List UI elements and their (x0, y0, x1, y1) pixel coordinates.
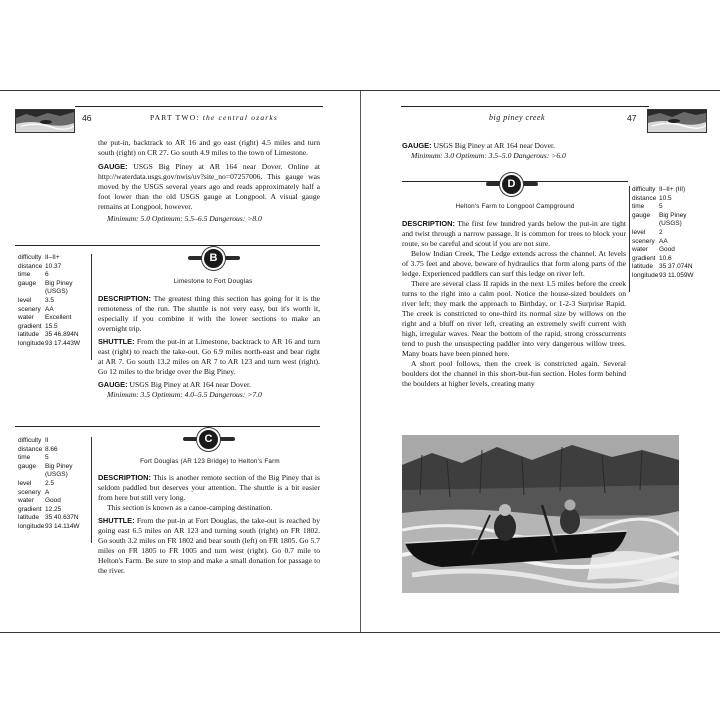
section-c-rule (15, 426, 320, 427)
stat-row: gauge Big Piney (USGS) (632, 211, 687, 228)
section-b-shuttle: SHUTTLE: From the put-in at Limestone, backtrack to AR 16 and turn east (right) to reach the take-out. Go 6.9 miles north-east and bear right at AR 7. Go south 13.2 miles on AR 7 to AR 123 and turn west (right). Go 12 miles to the bridge over the Big Piney. (98, 337, 320, 376)
canoe-rapids-photo (402, 435, 679, 593)
section-c-text (98, 473, 320, 578)
stat-row: latitude 35 37.074N (632, 263, 693, 271)
section-d-title: Helton's Farm to Longpool Campground (455, 203, 575, 210)
section-d-description: DESCRIPTION: The first few hundred yards below the put-in are tight and twist through a narrow passage. It is common for trees to block your route, so be careful and scout if you are not sure. (402, 219, 626, 248)
gauge-top-levels: Minimum: 3.0 Optimum: 3.5–5.0 Dangerous: >6.0 (411, 151, 566, 160)
gauge-label: GAUGE: (98, 162, 128, 171)
gauge-text: USGS Big Piney at AR 164 near Dover. Online at http://waterdata.usgs.gov/nwis/uv?site_no=07257006. This gauge was moved by the USGS several years ago and reads approximately half a foot lower than the old USGS gauge at Longpool. A visual gauge remains at Longpool, however. (98, 162, 320, 211)
header-thumbnail-photo (647, 109, 707, 133)
stat-row: gradient 12.25 (18, 505, 62, 513)
section-c-shuttle: SHUTTLE: From the put-in at Fort Douglas, the take-out is reached by going east 6.5 miles on AR 123 and turning south (right) on FR 1802. Go south 3.2 miles on FR 1802 and bear south (left) on FR 1805. Go 5.7 miles on FR 1805 to FR 1005 and turn west (right). Go 0.7 mile to Helton's Farm. Be sure to stop and make a small donation for passage to the river. (98, 516, 321, 575)
section-c-badge: C (197, 428, 220, 451)
section-c-description-2: This section is known as a canoe-camping destination. (107, 503, 273, 512)
section-c-description: DESCRIPTION: This is another remote section of the Big Piney that is seldom paddled but deserves your attention. The shuttle is a bit easier from here but still very long. (98, 473, 320, 502)
stat-row: time 5 (18, 454, 49, 462)
header-thumbnail-photo (15, 109, 75, 133)
left-page (0, 91, 360, 632)
section-c-stats (18, 437, 92, 543)
stat-row: distance 10.5 (632, 194, 672, 202)
section-b-rule (15, 245, 320, 246)
section-b-title: Limestone to Fort Douglas (173, 278, 253, 285)
stat-row: scenery A (18, 488, 50, 496)
running-head-title: the central ozarks (202, 113, 279, 122)
stat-row: gradient 15.5 (18, 322, 58, 330)
stat-row: time 5 (632, 203, 663, 211)
stat-row: level 3.5 (18, 296, 55, 304)
stat-row: scenery AA (632, 237, 668, 245)
section-d-paragraph-3: There are several class II rapids in the next 1.5 miles before the creek turns to the right into a calm pool. Notice the house-sized boulders on river left; they mark the approach to Birthday, or 1-2-3 Surprise Rapid. The creek is constricted to one-third its normal size by willows on the right and a bluff on river left, creating an extremely swift current with high, irregular waves. Near the bottom of the rapid, strong crosscurrents tend to push the unsuspecting paddler into very dangerous willow trees. Many boats have been pinned here. (402, 279, 626, 358)
stat-row: distance 8.66 (18, 445, 58, 453)
stat-row: level 2.5 (18, 479, 55, 487)
stat-row: time 6 (18, 271, 49, 279)
stat-row: longitude 93 11.059W (632, 271, 694, 279)
section-b-gauge: GAUGE: USGS Big Piney at AR 164 near Dover. (98, 380, 251, 389)
running-head: big piney creek (489, 113, 546, 122)
section-b-description: DESCRIPTION: The greatest thing this section has going for it is the remoteness of the run. The shuttle is not very easy, but it's worth it, especially if you combine it with the lower sections to make an overnight trip. (98, 294, 320, 333)
section-b-text (98, 294, 320, 402)
stat-row: latitude 35 46.894N (18, 331, 79, 339)
page-number: 46 (82, 113, 92, 123)
stat-row: longitude 93 17.443W (18, 339, 81, 347)
stat-row: water Excellent (18, 314, 72, 322)
header-rule (401, 106, 649, 107)
stat-row: difficulty II (18, 437, 49, 444)
left-text-top (98, 138, 320, 226)
stat-row: gauge Big Piney (USGS) (18, 462, 73, 479)
section-d-paragraph-4: A short pool follows, then the creek is constricted again. Several boulders dot the channel in this short-but-fun section. Holes form behind the boulders at higher levels, creating many (402, 359, 626, 388)
stat-row: latitude 35 40.637N (18, 514, 79, 522)
section-d-text (402, 219, 626, 391)
stat-row: distance 10.37 (18, 262, 62, 270)
intro-paragraph: the put-in, backtrack to AR 16 and go east (right) 4.5 miles and turn south (right) on CR 27. Go south 4.9 miles to the town of Limestone. (98, 138, 320, 157)
section-d-badge: D (500, 173, 523, 196)
stat-row: gauge Big Piney (USGS) (18, 279, 73, 296)
section-c-title: Fort Douglas (AR 123 Bridge) to Helton's Farm (140, 458, 280, 465)
header-rule (75, 106, 323, 107)
right-gauge-top (402, 141, 630, 163)
stat-row: level 2 (632, 228, 663, 236)
stat-row: water Good (18, 497, 61, 505)
section-d-paragraph-2: Below Indian Creek, The Ledge extends across the channel. At levels of 3.75 feet and above, beware of hydraulics that form along parts of the ledge. Experienced paddlers can surf this ledge on river left. (402, 249, 626, 278)
gauge-top-paragraph: GAUGE: USGS Big Piney at AR 164 near Dover. (402, 141, 555, 150)
section-b-badge: B (202, 247, 225, 270)
book-spread (0, 90, 720, 633)
running-head-part: PART TWO: (150, 113, 200, 122)
gauge-levels: Minimum: 5.0 Optimum: 5.5–6.5 Dangerous: >8.0 (107, 214, 262, 223)
section-d-stats (629, 186, 720, 292)
stat-row: difficulty II–II+ (III) (632, 186, 686, 193)
page-number: 47 (627, 113, 637, 123)
stat-row: scenery AA (18, 305, 54, 313)
stat-row: longitude 93 14.114W (18, 522, 80, 530)
section-b-levels: Minimum: 3.5 Optimum: 4.0–5.5 Dangerous: >7.0 (107, 390, 262, 399)
stat-row: water Good (632, 246, 675, 254)
section-b-stats (18, 254, 92, 360)
right-page (361, 91, 720, 632)
running-head (150, 113, 278, 122)
gauge-a-paragraph (98, 162, 320, 212)
stat-row: difficulty II–II+ (18, 254, 60, 261)
stat-row: gradient 10.6 (632, 254, 672, 262)
